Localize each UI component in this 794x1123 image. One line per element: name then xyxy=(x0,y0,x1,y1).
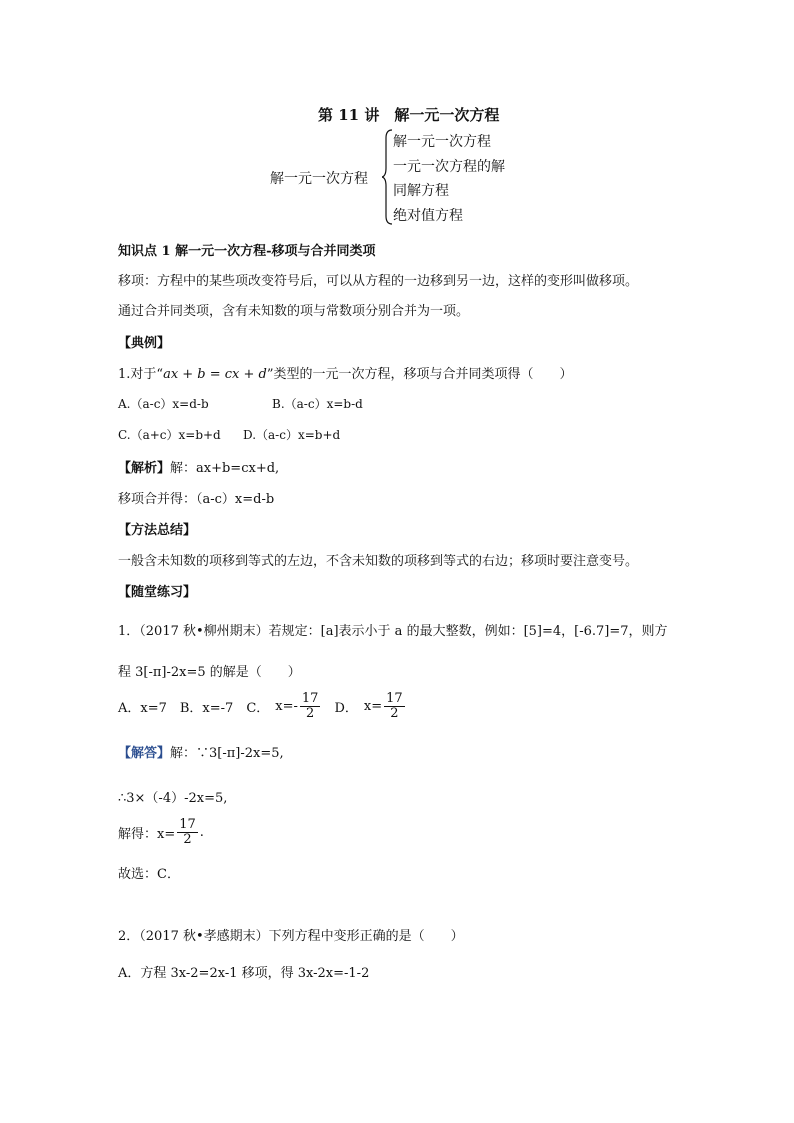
method-text: 一般含未知数的项移到等式的左边，不含未知数的项移到等式的右边；移项时要注意变号。 xyxy=(118,554,639,569)
answer xyxy=(118,742,284,761)
fraction-numerator: 17 xyxy=(301,691,319,706)
option-d-prefix: x= xyxy=(363,698,383,714)
fraction xyxy=(384,692,405,720)
example-tag: 【典例】 xyxy=(118,336,171,351)
analysis-tag: 【解析】 xyxy=(118,461,171,476)
option-c-prefix: x=- xyxy=(275,698,298,714)
paragraph: 移项：方程中的某些项改变符号后，可以从方程的一边移到另一边，这样的变形叫做移项。 xyxy=(118,274,639,289)
fraction-denominator: 2 xyxy=(183,831,192,847)
section-heading: 知识点 1 解一元一次方程-移项与合并同类项 xyxy=(118,244,376,259)
answer-tag: 【解答】 xyxy=(118,746,171,761)
question-prefix: 1.对于“ xyxy=(118,367,164,382)
solution-prefix: 解得：x= xyxy=(118,826,176,842)
practice-question-2-option-a: A．方程 3x-2=2x-1 移项，得 3x-2x=-1-2 xyxy=(118,966,370,981)
practice-tag: 【随堂练习】 xyxy=(118,585,197,600)
option-a: A.（a-c）x=d-b xyxy=(118,397,209,411)
method-tag: 【方法总结】 xyxy=(118,523,197,538)
question-suffix: ”类型的一元一次方程，移项与合并同类项得（ ） xyxy=(266,367,573,382)
answer-line: ∴3×（-4）-2x=5, xyxy=(118,791,228,806)
option-d-label: D． xyxy=(334,700,358,716)
fraction xyxy=(177,818,198,846)
answer-solution xyxy=(118,818,204,846)
fraction-denominator: 2 xyxy=(390,705,399,721)
outline-item: 解一元一次方程 xyxy=(393,134,491,150)
practice-question-cont: 程 3[-π]-2x=5 的解是（ ） xyxy=(118,665,301,680)
fraction-numerator: 17 xyxy=(179,817,196,832)
outline-item: 一元一次方程的解 xyxy=(393,159,505,175)
practice-question: 1．（2017 秋•柳州期末）若规定：[a]表示小于 a 的最大整数，例如：[5]=4，[-6.7]=7，则方 xyxy=(118,624,668,639)
outline-item: 绝对值方程 xyxy=(393,208,463,224)
option-c: C.（a+c）x=b+d xyxy=(118,428,221,442)
page-title: 第 11 讲 解一元一次方程 xyxy=(318,106,500,124)
fraction-numerator: 17 xyxy=(386,691,403,706)
fraction-denominator: 2 xyxy=(306,705,315,721)
example-question xyxy=(118,363,573,382)
outline-item: 同解方程 xyxy=(393,183,449,199)
practice-question-2: 2．（2017 秋•孝感期末）下列方程中变形正确的是（ ） xyxy=(118,929,464,944)
options-ab: A．x=7 B．x=-7 C． xyxy=(118,700,270,716)
paragraph: 通过合并同类项，含有未知数的项与常数项分别合并为一项。 xyxy=(118,304,470,319)
outline-root: 解一元一次方程 xyxy=(270,171,368,187)
analysis-text: 解：ax+b=cx+d, xyxy=(170,461,280,476)
option-b: B.（a-c）x=b-d xyxy=(272,397,363,411)
analysis-line: 移项合并得：（a-c）x=d-b xyxy=(118,492,275,507)
solution-suffix: . xyxy=(199,824,204,840)
practice-options xyxy=(118,692,407,720)
analysis xyxy=(118,457,279,476)
answer-choice: 故选：C． xyxy=(118,867,180,882)
answer-text: 解：∵3[-π]-2x=5, xyxy=(170,746,284,761)
fraction xyxy=(300,692,321,720)
question-formula: ax + b = cx + d xyxy=(163,367,267,382)
option-d: D.（a-c）x=b+d xyxy=(243,428,341,442)
